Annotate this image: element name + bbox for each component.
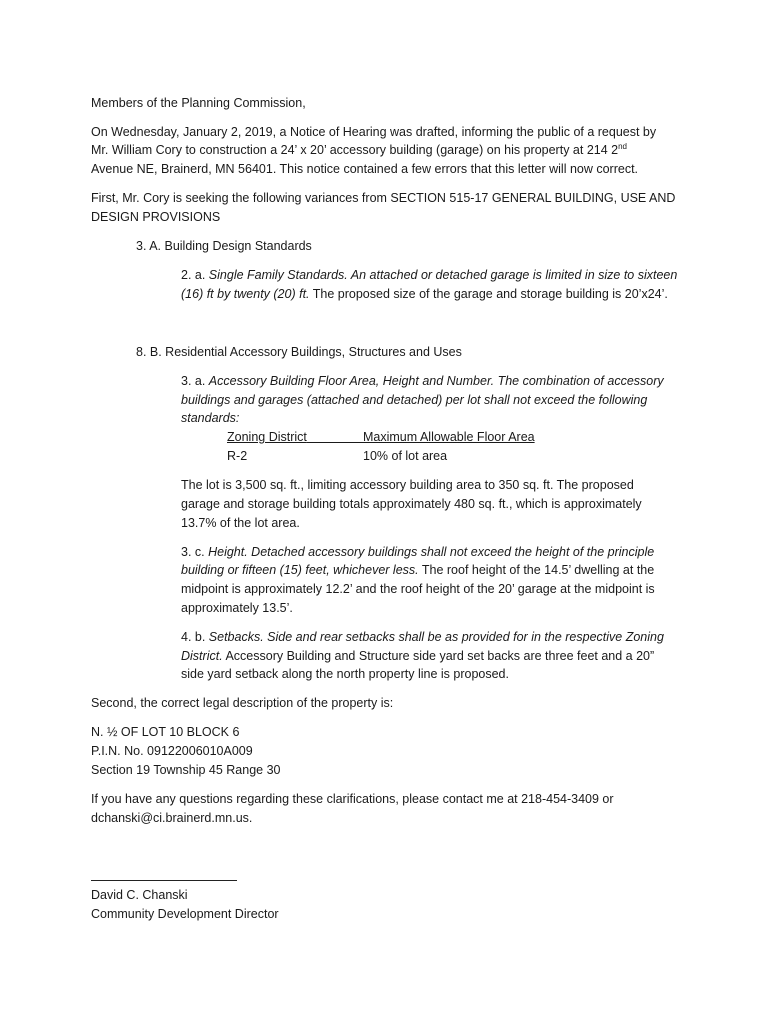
item-4b-line-2 [181, 647, 654, 665]
item-3c-line-1 [181, 543, 654, 561]
item-3c-line-3: midpoint is approximately 12.2’ and the roof height of the 20’ garage at the midpoint is [181, 582, 655, 596]
item-4b-prefix: 4. b. [181, 630, 209, 644]
item-3c-prefix: 3. c. [181, 545, 209, 559]
contact-line-1: If you have any questions regarding these clarifications, please contact me at 218-454-3409 or [91, 792, 614, 806]
intro-line-1: On Wednesday, January 2, 2019, a Notice of Hearing was drafted, informing the public of a request by [91, 125, 657, 139]
legal-line-2: P.I.N. No. 09122006010A009 [91, 744, 253, 758]
item-3a-line-3: standards: [181, 411, 240, 425]
signature-title: Community Development Director [91, 907, 279, 921]
first-line-1: First, Mr. Cory is seeking the following variances from SECTION 515-17 GENERAL BUILDING, USE AND [91, 191, 676, 205]
contact-line-2: dchanski@ci.brainerd.mn.us. [91, 811, 253, 825]
item-4b-line-1 [181, 628, 664, 646]
table-cell-floor-area: 10% of lot area [363, 449, 448, 463]
intro-line-2-text: Mr. William Cory to construction a 24’ x 20’ accessory building (garage) on his property at 214 2 [91, 143, 619, 157]
salutation: Members of the Planning Commission, [91, 96, 306, 110]
signature-name: David C. Chanski [91, 888, 188, 902]
item-4b-line-3: side yard setback along the north property line is proposed. [181, 667, 509, 681]
item-3c-line-4: approximately 13.5’. [181, 601, 293, 615]
ordinal-superscript: nd [618, 142, 627, 151]
intro-line-2 [91, 141, 627, 159]
item-2a-line-1 [181, 266, 677, 284]
item-3c-rest: The roof height of the 14.5’ dwelling at the [418, 563, 655, 577]
area-para-line-2: garage and storage building totals approximately 480 sq. ft., which is approximately [181, 497, 642, 511]
item-3a-prefix: 3. a. [181, 374, 209, 388]
item-2a-rest: The proposed size of the garage and storage building is 20’x24’. [309, 287, 668, 301]
item-3a-line-1 [181, 372, 664, 390]
item-3c-line-2 [181, 561, 654, 579]
section-3a-heading: 3. A. Building Design Standards [136, 239, 312, 253]
area-para-line-1: The lot is 3,500 sq. ft., limiting accessory building area to 350 sq. ft. The proposed [181, 478, 634, 492]
item-2a-line-2 [181, 285, 668, 303]
item-2a-italic-2: (16) ft by twenty (20) ft. [181, 287, 310, 301]
item-3c-italic-1: Height. Detached accessory buildings shall not exceed the height of the principle [208, 545, 655, 559]
item-4b-rest: Accessory Building and Structure side yard set backs are three feet and a 20” [222, 649, 655, 663]
first-line-2: DESIGN PROVISIONS [91, 210, 221, 224]
section-8b-heading: 8. B. Residential Accessory Buildings, Structures and Uses [136, 345, 462, 359]
item-3a-italic-1: Accessory Building Floor Area, Height and Number. The combination of accessory [208, 374, 664, 388]
item-2a-italic-1: Single Family Standards. An attached or detached garage is limited in size to sixteen [208, 268, 678, 282]
second-paragraph: Second, the correct legal description of the property is: [91, 696, 394, 710]
item-4b-italic-2: District. [181, 649, 223, 663]
item-3c-italic-2: building or fifteen (15) feet, whichever less. [181, 563, 419, 577]
table-header-zoning-district: Zoning District [227, 430, 307, 444]
table-header-underline-gap [307, 442, 363, 443]
table-cell-zoning-r2: R-2 [227, 449, 248, 463]
intro-line-3: Avenue NE, Brainerd, MN 56401. This notice contained a few errors that this letter will now correct. [91, 162, 639, 176]
item-4b-italic-1: Setbacks. Side and rear setbacks shall be as provided for in the respective Zoning [208, 630, 664, 644]
item-2a-prefix: 2. a. [181, 268, 209, 282]
legal-line-1: N. ½ OF LOT 10 BLOCK 6 [91, 725, 240, 739]
area-para-line-3: 13.7% of the lot area. [181, 516, 300, 530]
item-3a-line-2: buildings and garages (attached and detached) per lot shall not exceed the following [181, 393, 648, 407]
legal-line-3: Section 19 Township 45 Range 30 [91, 763, 281, 777]
table-header-max-floor-area: Maximum Allowable Floor Area [363, 430, 535, 444]
signature-line [91, 880, 237, 881]
